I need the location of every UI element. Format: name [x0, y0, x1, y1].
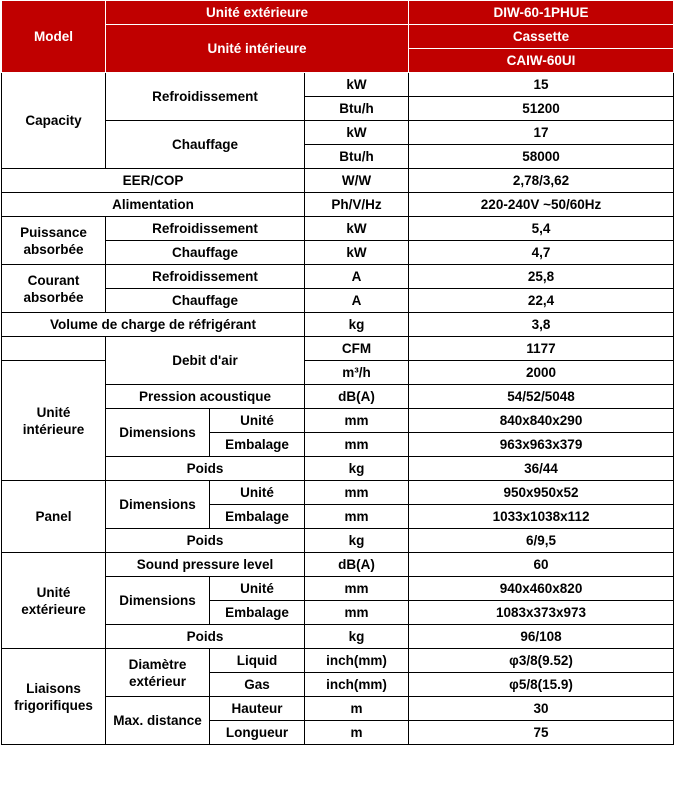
unit-cell: kg — [305, 625, 409, 649]
capacity-heating-label: Chauffage — [106, 121, 305, 169]
blank-cell — [2, 337, 106, 361]
table-row — [2, 313, 674, 337]
unit-cell: kg — [305, 529, 409, 553]
value-cell: 963x963x379 — [409, 433, 674, 457]
diameter-label: Diamètre extérieur — [106, 649, 210, 697]
max-distance-label: Max. distance — [106, 697, 210, 745]
unit-cell: inch(mm) — [305, 649, 409, 673]
refrigerant-label: Volume de charge de réfrigérant — [2, 313, 305, 337]
power-input-label: Puissance absorbée — [2, 217, 106, 265]
unit-cell: W/W — [305, 169, 409, 193]
unit-cell: kg — [305, 313, 409, 337]
table-row — [2, 361, 674, 385]
capacity-label: Capacity — [2, 73, 106, 169]
table-row — [2, 193, 674, 217]
table-row — [2, 217, 674, 241]
indoor-unit-header: Unité intérieure — [106, 25, 409, 73]
unit-cell: dB(A) — [305, 385, 409, 409]
unit-cell: m — [305, 721, 409, 745]
value-cell: 54/52/5048 — [409, 385, 674, 409]
row-label: Poids — [106, 457, 305, 481]
unit-cell: mm — [305, 433, 409, 457]
dimensions-label: Dimensions — [106, 409, 210, 457]
unit-cell: mm — [305, 409, 409, 433]
outdoor-unit-header: Unité extérieure — [106, 1, 409, 25]
outdoor-model-cell: DIW-60-1PHUE — [409, 1, 674, 25]
value-cell: 2,78/3,62 — [409, 169, 674, 193]
unit-cell: A — [305, 289, 409, 313]
value-cell: 75 — [409, 721, 674, 745]
unit-cell: Btu/h — [305, 145, 409, 169]
table-row — [2, 265, 674, 289]
value-cell: φ5/8(15.9) — [409, 673, 674, 697]
value-cell: 220-240V ~50/60Hz — [409, 193, 674, 217]
row-label: Chauffage — [106, 241, 305, 265]
table-row — [2, 73, 674, 97]
unit-cell: mm — [305, 577, 409, 601]
unit-cell: kW — [305, 241, 409, 265]
indoor-type-cell: Cassette — [409, 25, 674, 49]
sub-label: Unité — [210, 409, 305, 433]
unit-cell: inch(mm) — [305, 673, 409, 697]
value-cell: 940x460x820 — [409, 577, 674, 601]
unit-cell: A — [305, 265, 409, 289]
piping-label: Liaisons frigorifiques — [2, 649, 106, 745]
row-label: Pression acoustique — [106, 385, 305, 409]
value-cell: 3,8 — [409, 313, 674, 337]
unit-cell: kW — [305, 121, 409, 145]
sub-label: Unité — [210, 481, 305, 505]
unit-cell: mm — [305, 481, 409, 505]
sub-label: Embalage — [210, 433, 305, 457]
value-cell: 17 — [409, 121, 674, 145]
value-cell: 950x950x52 — [409, 481, 674, 505]
current-label: Courant absorbée — [2, 265, 106, 313]
value-cell: 840x840x290 — [409, 409, 674, 433]
row-label: Sound pressure level — [106, 553, 305, 577]
row-label: Poids — [106, 529, 305, 553]
row-label: Refroidissement — [106, 217, 305, 241]
unit-cell: Btu/h — [305, 97, 409, 121]
value-cell: 6/9,5 — [409, 529, 674, 553]
unit-cell: mm — [305, 601, 409, 625]
sub-label: Embalage — [210, 601, 305, 625]
sub-label: Embalage — [210, 505, 305, 529]
value-cell: φ3/8(9.52) — [409, 649, 674, 673]
value-cell: 5,4 — [409, 217, 674, 241]
eer-label: EER/COP — [2, 169, 305, 193]
dimensions-label: Dimensions — [106, 481, 210, 529]
sub-label: Longueur — [210, 721, 305, 745]
unit-cell: m — [305, 697, 409, 721]
table-row — [2, 481, 674, 505]
value-cell: 1177 — [409, 337, 674, 361]
table-row — [2, 649, 674, 673]
value-cell: 1083x373x973 — [409, 601, 674, 625]
row-label: Refroidissement — [106, 265, 305, 289]
table-row — [2, 169, 674, 193]
outdoor-unit-label: Unité extérieure — [2, 553, 106, 649]
model-header: Model — [2, 1, 106, 73]
unit-cell: kW — [305, 73, 409, 97]
row-label: Poids — [106, 625, 305, 649]
unit-cell: mm — [305, 505, 409, 529]
indoor-unit-label: Unité intérieure — [2, 361, 106, 481]
spec-table — [1, 0, 674, 745]
value-cell: 60 — [409, 553, 674, 577]
unit-cell: CFM — [305, 337, 409, 361]
value-cell: 96/108 — [409, 625, 674, 649]
value-cell: 2000 — [409, 361, 674, 385]
sub-label: Liquid — [210, 649, 305, 673]
value-cell: 36/44 — [409, 457, 674, 481]
table-row — [2, 337, 674, 361]
power-supply-label: Alimentation — [2, 193, 305, 217]
value-cell: 30 — [409, 697, 674, 721]
unit-cell: kW — [305, 217, 409, 241]
dimensions-label: Dimensions — [106, 577, 210, 625]
panel-label: Panel — [2, 481, 106, 553]
value-cell: 1033x1038x112 — [409, 505, 674, 529]
airflow-label: Debit d'air — [106, 337, 305, 385]
unit-cell: Ph/V/Hz — [305, 193, 409, 217]
sub-label: Unité — [210, 577, 305, 601]
value-cell: 51200 — [409, 97, 674, 121]
unit-cell: m³/h — [305, 361, 409, 385]
value-cell: 25,8 — [409, 265, 674, 289]
header-row-1 — [2, 1, 674, 25]
indoor-model-cell: CAIW-60UI — [409, 49, 674, 73]
table-row — [2, 553, 674, 577]
sub-label: Gas — [210, 673, 305, 697]
value-cell: 15 — [409, 73, 674, 97]
unit-cell: kg — [305, 457, 409, 481]
row-label: Chauffage — [106, 289, 305, 313]
capacity-cooling-label: Refroidissement — [106, 73, 305, 121]
value-cell: 4,7 — [409, 241, 674, 265]
sub-label: Hauteur — [210, 697, 305, 721]
unit-cell: dB(A) — [305, 553, 409, 577]
value-cell: 22,4 — [409, 289, 674, 313]
value-cell: 58000 — [409, 145, 674, 169]
